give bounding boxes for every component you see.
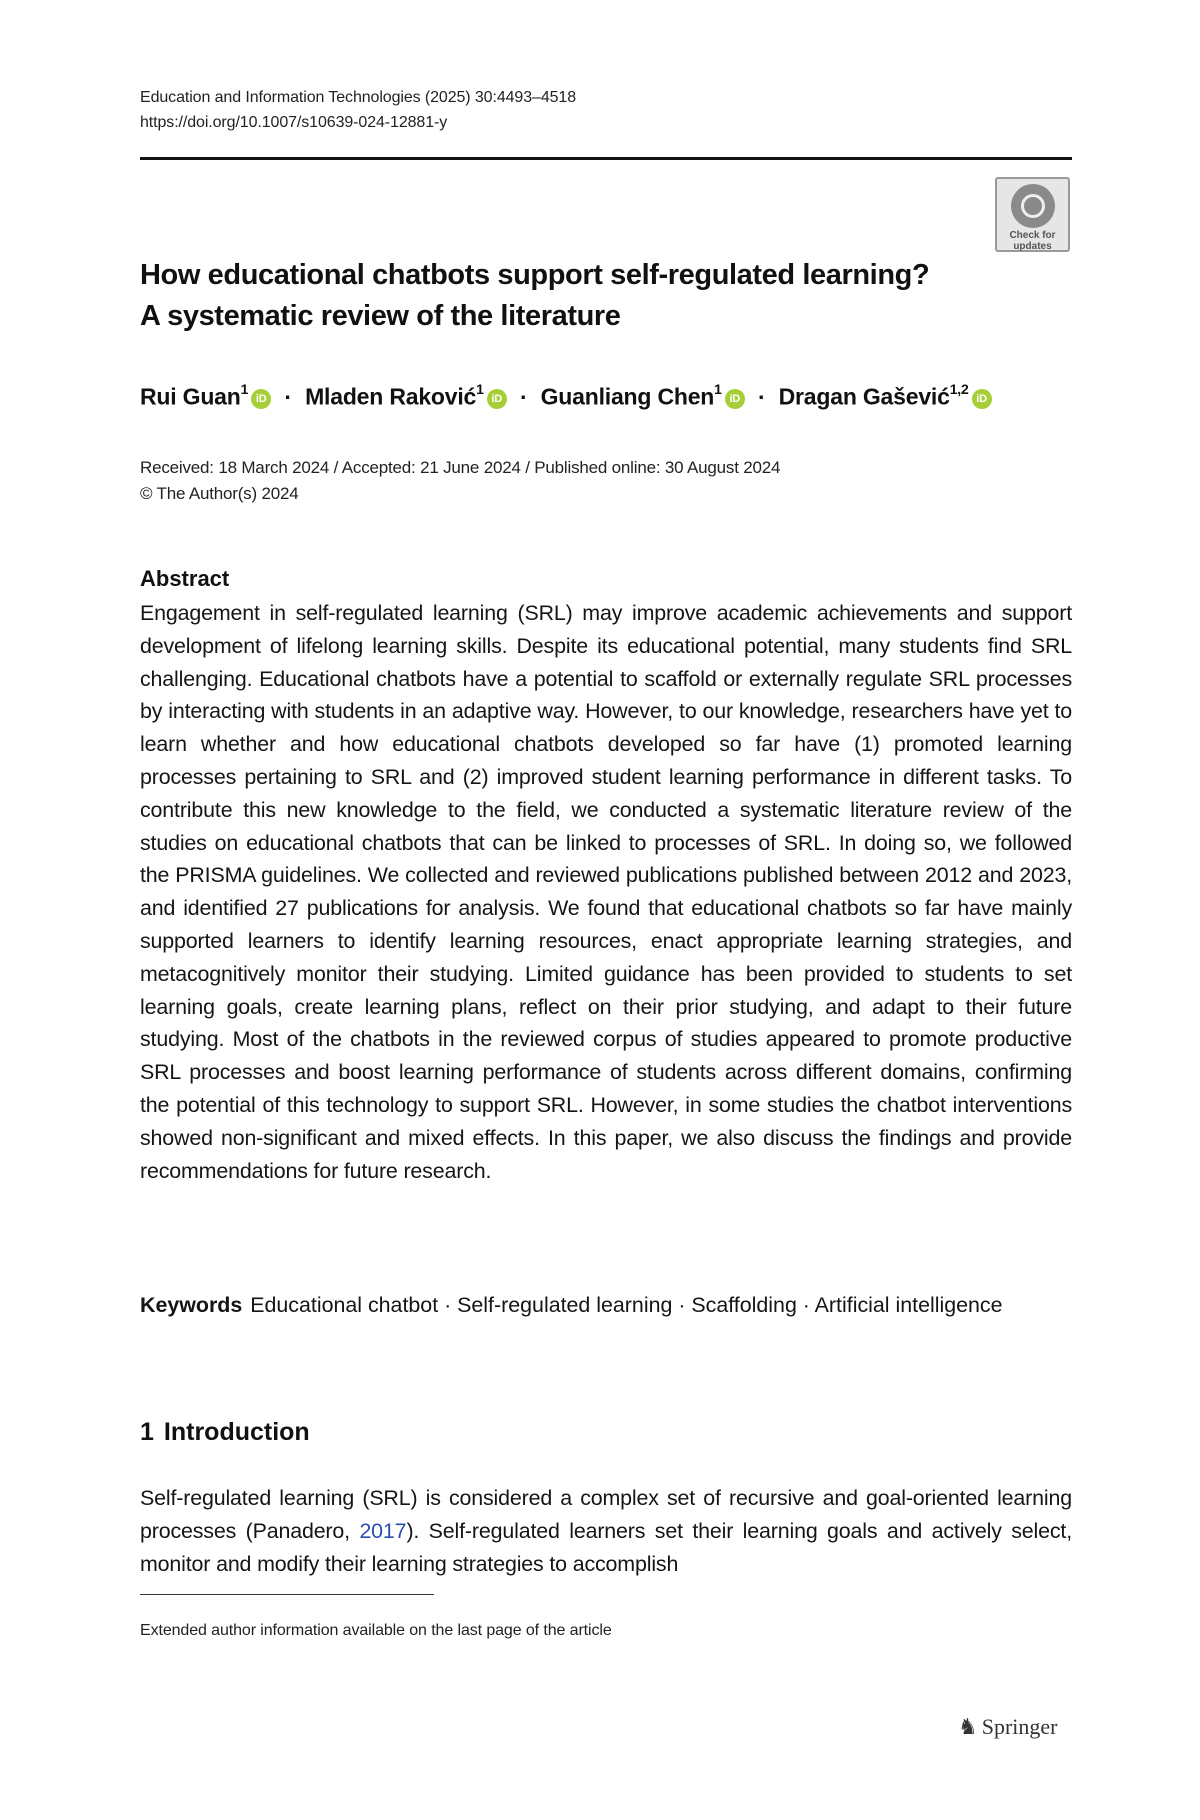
doi-link[interactable]: https://doi.org/10.1007/s10639-024-12881-y (140, 114, 448, 131)
author-name[interactable]: Dragan Gašević (778, 383, 950, 410)
check-for-updates-icon (1011, 184, 1055, 228)
abstract-heading: Abstract (140, 566, 230, 591)
citation-link[interactable]: 2017 (359, 1519, 407, 1543)
author-separator: · (519, 383, 528, 410)
orcid-icon[interactable]: iD (972, 389, 992, 409)
orcid-icon[interactable]: iD (487, 389, 507, 409)
author-affiliation: 1 (240, 381, 249, 397)
article-title (140, 255, 1000, 337)
publication-dates: Received: 18 March 2024 / Accepted: 21 June 2024 / Published online: 30 August 2024 (140, 458, 781, 477)
check-for-updates-badge[interactable] (995, 177, 1070, 252)
author-affiliation: 1,2 (949, 381, 969, 397)
author-name[interactable]: Mladen Raković (305, 383, 477, 410)
title-line-1: How educational chatbots support self-regulated learning? (140, 259, 930, 291)
header-rule (140, 157, 1072, 160)
footnote-rule (140, 1594, 434, 1595)
keywords-block (140, 1289, 1072, 1322)
keywords-label: Keywords (140, 1293, 243, 1317)
author-affiliation: 1 (714, 381, 722, 397)
check-for-updates-label: Check for updates (1009, 230, 1056, 252)
publisher-logo (958, 1714, 1058, 1740)
footnote: Extended author information available on the last page of the article (140, 1622, 612, 1639)
author-name[interactable]: Guanliang Chen (540, 383, 715, 410)
publisher-name: Springer (981, 1714, 1058, 1739)
orcid-icon[interactable]: iD (251, 389, 271, 409)
keywords-list: Educational chatbot · Self-regulated learning · Scaffolding · Artificial intelligence (250, 1293, 1003, 1317)
section-heading-introduction (140, 1418, 310, 1447)
section-number: 1 (140, 1418, 154, 1446)
introduction-paragraph: Self-regulated learning (SRL) is considered a complex set of recursive and goal-oriented learning processes (Panadero, 2017). Self-regulated learners set their learning goals and actively select, monitor and modify their learning strategies to accomplish (140, 1486, 1073, 1576)
author-name[interactable]: Rui Guan (140, 383, 241, 410)
orcid-icon[interactable]: iD (725, 389, 745, 409)
author-separator: · (284, 383, 292, 410)
author-affiliation: 1 (476, 381, 484, 397)
author-separator: · (757, 383, 766, 410)
title-line-2: A systematic review of the literature (140, 300, 621, 332)
abstract-text: Engagement in self-regulated learning (SRL) may improve academic achievements and support development of lifelong learning skills. Despite its educational potential, many students find SRL challenging. Educational chatbots have a potential to scaffold or externally regulate SRL processes by interacting with students in an adaptive way. However, to our knowledge, researchers have yet to learn whether and how educational chatbots developed so far have (1) promoted learning processes pertaining to SRL and (2) improved student learning performance in different tasks. To contribute this new knowledge to the field, we conducted a systematic literature review of the studies on educational chatbots that can be linked to processes of SRL. In doing so, we followed the PRISMA guidelines. We collected and reviewed publications published between 2012 and 2023, and identified 27 publications for analysis. We found that educational chatbots so far have mainly supported learners to identify learning resources, enact appropriate learning strategies, and metacognitively monitor their studying. Limited guidance has been provided to students to set learning goals, create learning plans, reflect on their prior studying, and adapt to their future studying. Most of the chatbots in the reviewed corpus of studies appeared to promote productive SRL processes and boost learning performance of students across different domains, confirming the potential of this technology to support SRL. However, in some studies the chatbot interventions showed non-significant and mixed effects. In this paper, we also discuss the findings and provide recommendations for future research. (140, 601, 1072, 1183)
springer-horse-icon: ♞ (958, 1714, 978, 1739)
journal-citation: Education and Information Technologies (2025) 30:4493–4518 (140, 89, 577, 106)
section-title: Introduction (163, 1418, 310, 1446)
copyright-notice: © The Author(s) 2024 (140, 484, 299, 503)
author-list (140, 383, 992, 411)
